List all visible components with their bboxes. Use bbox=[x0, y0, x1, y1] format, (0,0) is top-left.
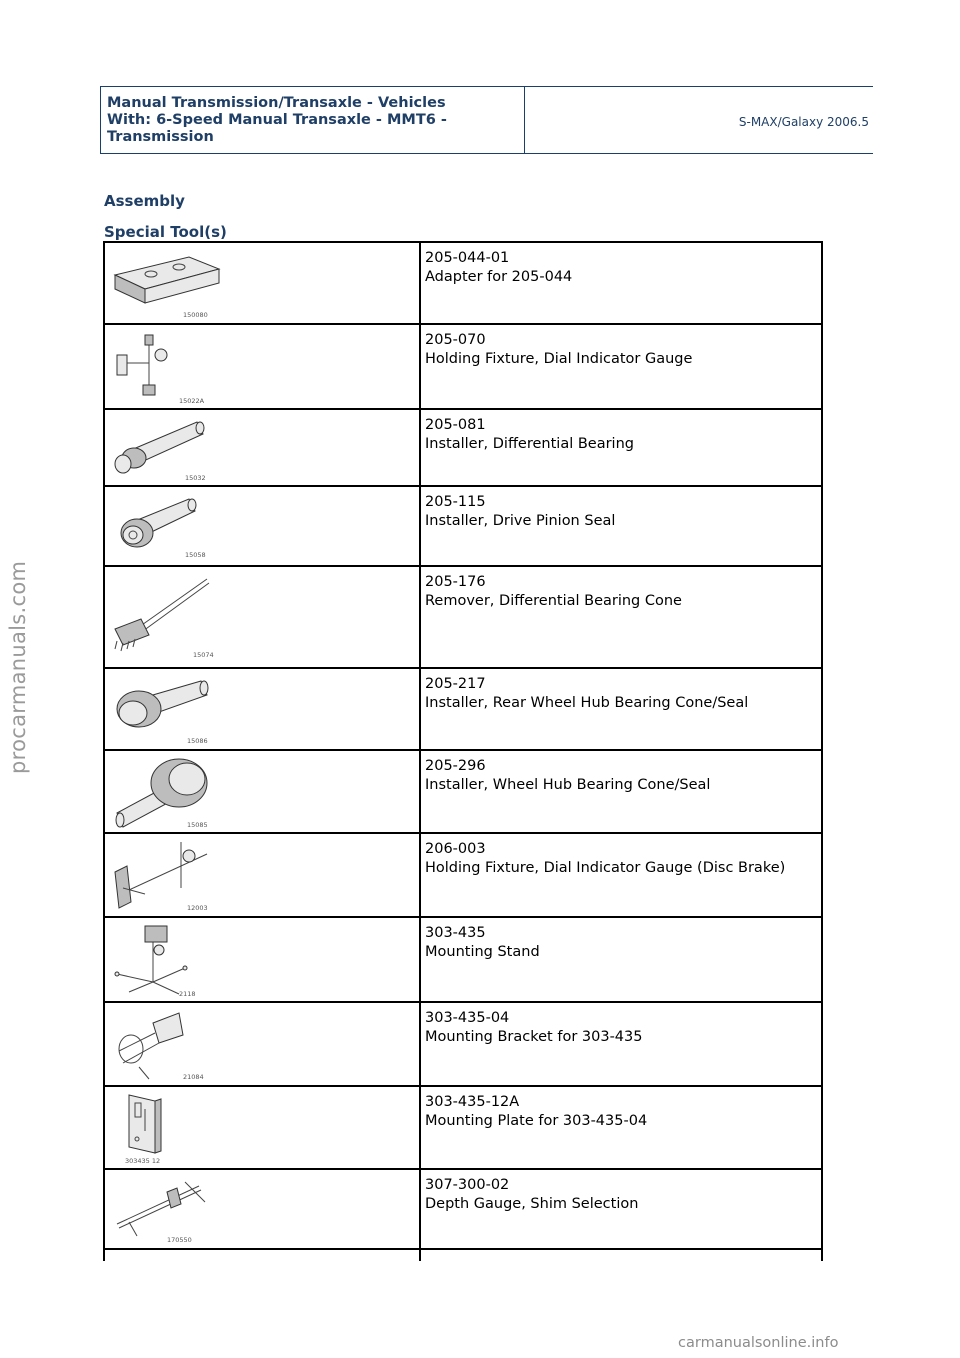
table-row bbox=[105, 325, 821, 410]
tool-number: 205-296 bbox=[425, 758, 486, 774]
table-row bbox=[105, 410, 821, 487]
tool-name: Depth Gauge, Shim Selection bbox=[425, 1196, 639, 1212]
disc-brake-fixture-illustration bbox=[109, 838, 229, 914]
image-label: 170550 bbox=[167, 1236, 192, 1244]
table-row bbox=[105, 1087, 821, 1170]
side-watermark: procarmanuals.com bbox=[6, 560, 30, 774]
special-tools-table bbox=[103, 241, 823, 1250]
tool-number: 205-070 bbox=[425, 332, 486, 348]
table-row bbox=[105, 751, 821, 834]
tool-image-cell bbox=[105, 918, 421, 1001]
table-row bbox=[105, 1170, 821, 1250]
tool-image-cell bbox=[105, 243, 421, 323]
table-row bbox=[105, 487, 821, 567]
tool-image-cell bbox=[105, 751, 421, 832]
tool-text bbox=[425, 924, 540, 962]
title-line-3: Transmission bbox=[107, 129, 214, 145]
table-row bbox=[105, 918, 821, 1003]
tool-name: Mounting Stand bbox=[425, 944, 540, 960]
tool-number: 205-081 bbox=[425, 417, 486, 433]
table-row bbox=[105, 243, 821, 325]
image-label: 150080 bbox=[183, 311, 208, 319]
tool-text bbox=[425, 573, 682, 611]
tool-text bbox=[425, 675, 748, 713]
tool-name: Adapter for 205-044 bbox=[425, 269, 573, 285]
tool-number: 205-115 bbox=[425, 494, 486, 510]
tool-text bbox=[425, 840, 785, 878]
table-divider bbox=[419, 1247, 421, 1261]
tool-name: Holding Fixture, Dial Indicator Gauge bbox=[425, 351, 693, 367]
table-row bbox=[105, 669, 821, 751]
adapter-plate-illustration bbox=[109, 247, 229, 321]
tool-name: Installer, Differential Bearing bbox=[425, 436, 634, 452]
mounting-stand-illustration bbox=[109, 922, 229, 1000]
vehicle-model: S-MAX/Galaxy 2006.5 bbox=[738, 115, 869, 129]
tool-image-cell bbox=[105, 1087, 421, 1168]
image-label: 303435 12 bbox=[125, 1157, 161, 1165]
bottom-watermark: carmanualsonline.info bbox=[678, 1335, 839, 1351]
tool-text bbox=[425, 331, 692, 369]
tool-number: 303-435-04 bbox=[425, 1010, 510, 1026]
bearing-installer-illustration bbox=[109, 414, 229, 484]
title-line-2: With: 6-Speed Manual Transaxle - MMT6 - bbox=[107, 112, 447, 128]
table-row bbox=[105, 1003, 821, 1087]
table-row bbox=[105, 834, 821, 918]
tool-number: 205-217 bbox=[425, 676, 486, 692]
mounting-bracket-illustration bbox=[109, 1007, 229, 1083]
tool-number: 206-003 bbox=[425, 841, 486, 857]
tool-number: 303-435-12A bbox=[425, 1094, 520, 1110]
tool-text bbox=[425, 1176, 638, 1214]
tool-name: Installer, Rear Wheel Hub Bearing Cone/Seal bbox=[425, 695, 749, 711]
image-label: 15058 bbox=[185, 551, 206, 559]
page-title bbox=[107, 95, 517, 146]
tool-image-cell bbox=[105, 567, 421, 667]
pinion-seal-installer-illustration bbox=[109, 491, 229, 563]
tool-text bbox=[425, 1093, 647, 1131]
tool-text bbox=[425, 1009, 642, 1047]
tool-image-cell bbox=[105, 1170, 421, 1248]
depth-gauge-illustration bbox=[109, 1174, 229, 1246]
tool-image-cell bbox=[105, 1003, 421, 1085]
tool-name: Remover, Differential Bearing Cone bbox=[425, 593, 682, 609]
image-label: 15086 bbox=[187, 737, 208, 745]
document-header bbox=[100, 86, 873, 154]
tool-number: 303-435 bbox=[425, 925, 486, 941]
tool-name: Mounting Plate for 303-435-04 bbox=[425, 1113, 648, 1129]
holding-fixture-illustration bbox=[109, 329, 229, 407]
image-label: 15085 bbox=[187, 821, 208, 829]
tool-name: Holding Fixture, Dial Indicator Gauge (Disc Brake) bbox=[425, 860, 786, 876]
tool-name: Installer, Drive Pinion Seal bbox=[425, 513, 616, 529]
image-label: 12003 bbox=[187, 904, 208, 912]
hub-bearing-installer-illustration bbox=[109, 673, 229, 747]
tool-image-cell bbox=[105, 410, 421, 485]
mounting-plate-illustration bbox=[109, 1091, 229, 1167]
tool-number: 205-044-01 bbox=[425, 250, 510, 266]
tool-image-cell bbox=[105, 325, 421, 408]
image-label: 15074 bbox=[193, 651, 214, 659]
image-label: 15022A bbox=[179, 397, 205, 405]
tool-text bbox=[425, 416, 634, 454]
table-row bbox=[105, 567, 821, 669]
tool-number: 307-300-02 bbox=[425, 1177, 510, 1193]
tool-text bbox=[425, 757, 710, 795]
tool-text bbox=[425, 249, 572, 287]
title-line-1: Manual Transmission/Transaxle - Vehicles bbox=[107, 95, 446, 111]
tool-image-cell bbox=[105, 487, 421, 565]
tool-number: 205-176 bbox=[425, 574, 486, 590]
tool-name: Installer, Wheel Hub Bearing Cone/Seal bbox=[425, 777, 711, 793]
tool-name: Mounting Bracket for 303-435 bbox=[425, 1029, 643, 1045]
tool-image-cell bbox=[105, 834, 421, 916]
tool-image-cell bbox=[105, 669, 421, 749]
image-label: 15032 bbox=[185, 474, 206, 482]
tool-text bbox=[425, 493, 615, 531]
image-label: 2118 bbox=[179, 990, 196, 998]
header-divider bbox=[524, 87, 525, 153]
image-label: 21084 bbox=[183, 1073, 204, 1081]
wheel-hub-installer-illustration bbox=[109, 755, 229, 831]
section-heading-special-tools: Special Tool(s) bbox=[104, 223, 227, 241]
section-heading-assembly: Assembly bbox=[104, 192, 185, 210]
bearing-cone-remover-illustration bbox=[109, 571, 229, 665]
table-continuation bbox=[103, 1247, 823, 1261]
